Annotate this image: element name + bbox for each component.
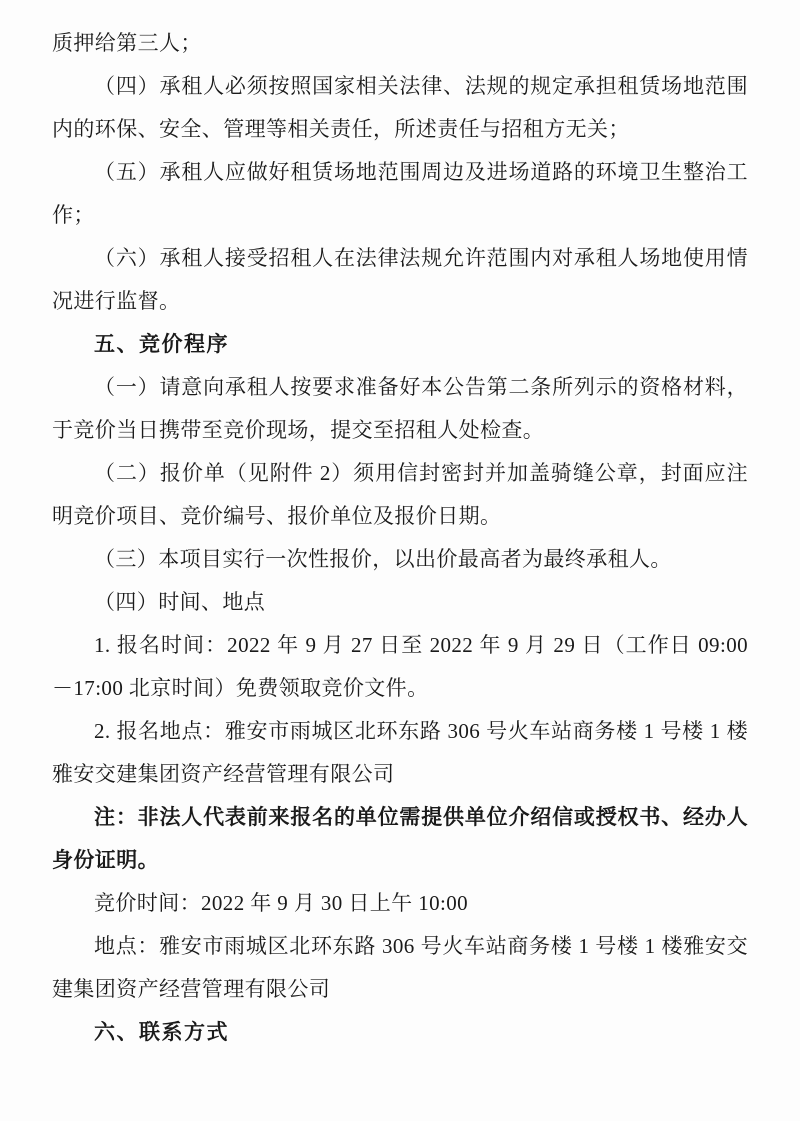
- paragraph-auction-time: 竞价时间：2022 年 9 月 30 日上午 10:00: [94, 891, 469, 915]
- paragraph-clause-4: （四）承租人必须按照国家相关法律、法规的规定承担租赁场地范围内的环保、安全、管理等相关责任，所述责任与招租方无关；: [52, 74, 748, 141]
- section-heading-six: 六、联系方式: [94, 1020, 229, 1044]
- paragraph-bidding-2: （二）报价单（见附件 2）须用信封密封并加盖骑缝公章，封面应注明竞价项目、竞价编号、报价单位及报价日期。: [52, 461, 748, 528]
- paragraph-continuation: 质押给第三人；: [52, 31, 202, 55]
- paragraph-auction-place: 地点：雅安市雨城区北环东路 306 号火车站商务楼 1 号楼 1 楼雅安交建集团资产经营管理有限公司: [52, 934, 748, 1001]
- paragraph-clause-5: （五）承租人应做好租赁场地范围周边及进场道路的环境卫生整治工作；: [52, 160, 748, 227]
- paragraph-bidding-4: （四）时间、地点: [94, 590, 266, 614]
- paragraph-registration-time: 1. 报名时间：2022 年 9 月 27 日至 2022 年 9 月 29 日（工作日 09:00－17:00 北京时间）免费领取竞价文件。: [52, 633, 748, 700]
- paragraph-registration-place: 2. 报名地点：雅安市雨城区北环东路 306 号火车站商务楼 1 号楼 1 楼雅安交建集团资产经营管理有限公司: [52, 719, 748, 786]
- paragraph-bidding-3: （三）本项目实行一次性报价，以出价最高者为最终承租人。: [94, 547, 672, 571]
- paragraph-clause-6: （六）承租人接受招租人在法律法规允许范围内对承租人场地使用情况进行监督。: [52, 246, 748, 313]
- paragraph-note-authorization: 注：非法人代表前来报名的单位需提供单位介绍信或授权书、经办人身份证明。: [52, 805, 748, 872]
- paragraph-bidding-1: （一）请意向承租人按要求准备好本公告第二条所列示的资格材料，于竞价当日携带至竞价现场，提交至招租人处检查。: [52, 375, 748, 442]
- section-heading-five: 五、竞价程序: [94, 332, 229, 356]
- document-body: [52, 22, 748, 1054]
